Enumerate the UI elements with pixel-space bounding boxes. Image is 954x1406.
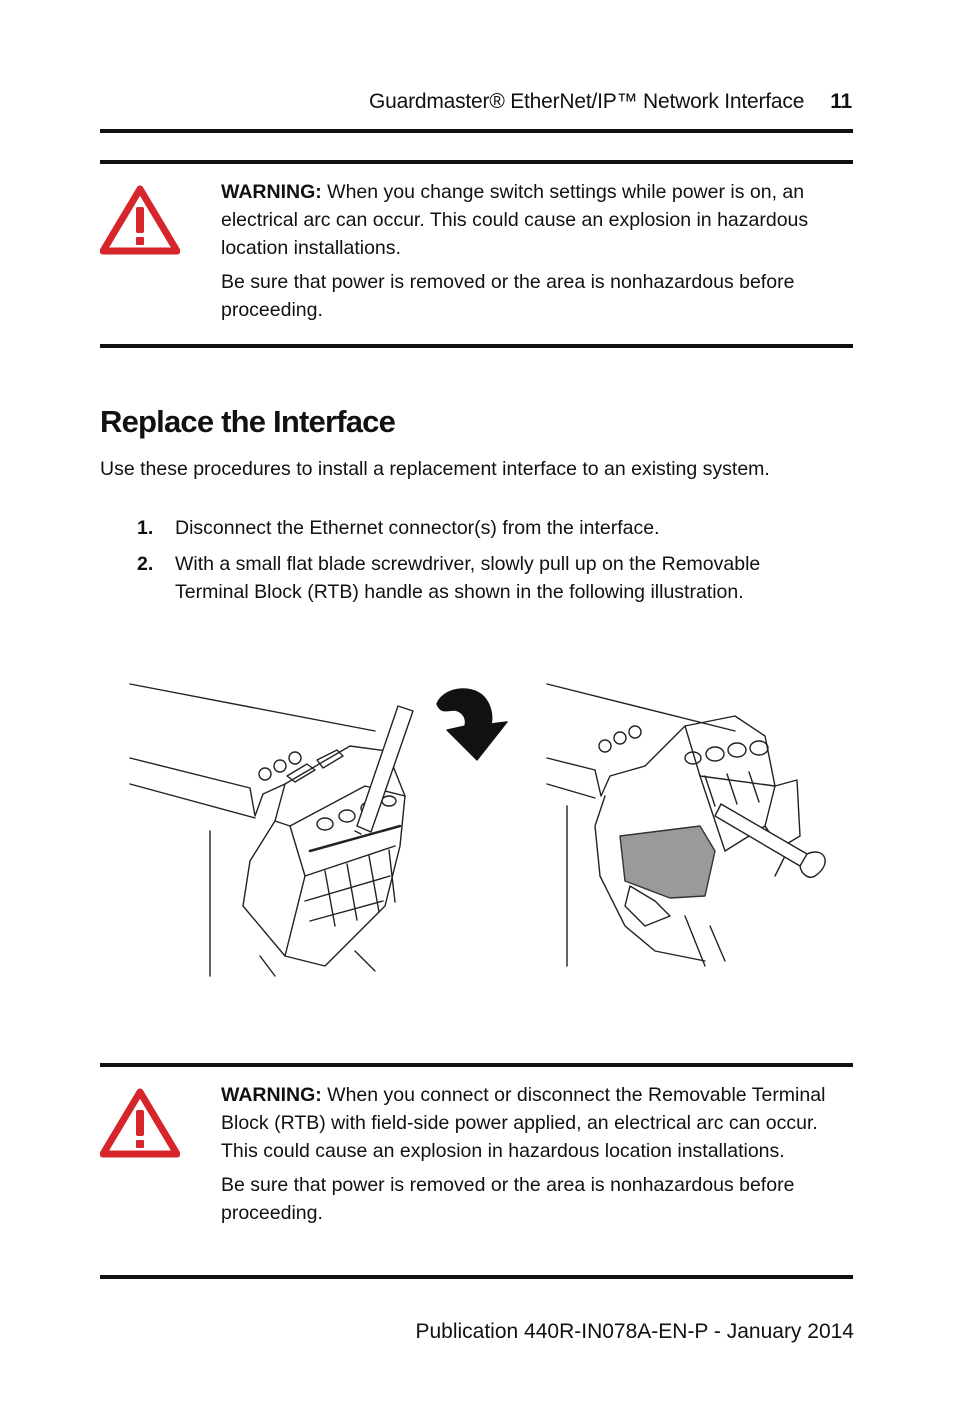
- warning-paragraph: [221, 178, 853, 262]
- header-rule: [100, 129, 853, 133]
- step-text: With a small flat blade screwdriver, slowly pull up on the Removable Terminal Block (RTB) handle as shown in the following illustration.: [175, 553, 761, 603]
- warning-box-switch-settings: [100, 160, 853, 350]
- warning-text: [221, 178, 853, 330]
- warning-top-rule: [100, 1063, 853, 1067]
- interface-module-after: [547, 684, 825, 966]
- warning-bottom-rule: [100, 344, 853, 348]
- rtb-removal-illustration: [125, 676, 835, 980]
- warning-message: When you connect or disconnect the Removable Terminal Block (RTB) with field-side power applied, an electrical arc can occur. This could cause an explosion in hazardous location installations.: [221, 1084, 826, 1162]
- warning-message: When you change switch settings while power is on, an electrical arc can occur. This could cause an explosion in hazardous location installations.: [221, 181, 809, 259]
- warning-text: [221, 1081, 853, 1233]
- section-intro: Use these procedures to install a replacement interface to an existing system.: [100, 458, 770, 480]
- step-number: 1.: [137, 517, 154, 539]
- procedure-steps: [137, 514, 837, 614]
- curved-arrow-icon: [437, 689, 507, 760]
- list-item: [137, 514, 837, 542]
- warning-paragraph: [221, 1081, 853, 1165]
- warning-instruction: Be sure that power is removed or the area is nonhazardous before proceeding.: [221, 1174, 795, 1224]
- warning-label: WARNING:: [221, 1084, 322, 1106]
- warning-bottom-rule: [100, 1275, 853, 1279]
- header-title: Guardmaster® EtherNet/IP™ Network Interface: [368, 90, 805, 113]
- warning-triangle-icon: [100, 185, 180, 255]
- warning-label: WARNING:: [221, 181, 322, 203]
- step-number: 2.: [137, 553, 154, 575]
- warning-box-rtb-power: [100, 1063, 853, 1283]
- running-header: [369, 90, 852, 114]
- publication-footer: Publication 440R-IN078A-EN-P - January 2014: [415, 1320, 854, 1343]
- page-number: 11: [830, 90, 852, 113]
- warning-instruction: Be sure that power is removed or the area is nonhazardous before proceeding.: [221, 271, 795, 321]
- step-text: Disconnect the Ethernet connector(s) from the interface.: [175, 517, 660, 539]
- warning-triangle-icon: [100, 1088, 180, 1158]
- section-heading: Replace the Interface: [100, 404, 396, 439]
- interface-module-before: [130, 684, 413, 976]
- list-item: [137, 550, 837, 606]
- warning-top-rule: [100, 160, 853, 164]
